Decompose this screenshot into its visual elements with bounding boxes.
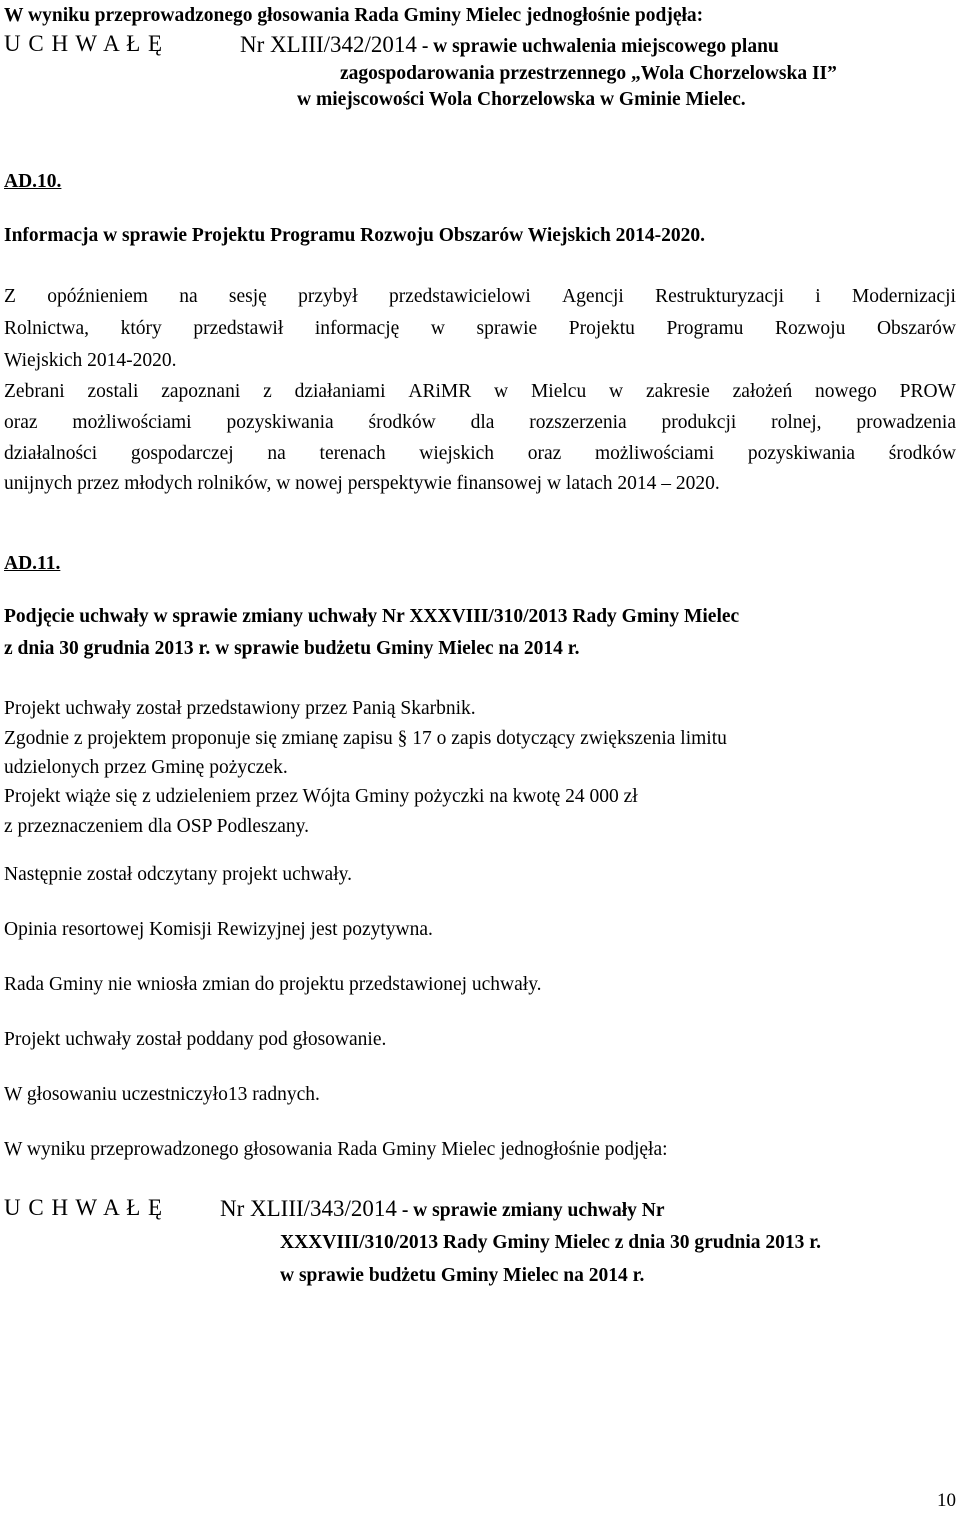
resolution-2-number: [220, 1197, 665, 1223]
page-number: 10: [937, 1490, 956, 1511]
word: Mielcu: [530, 381, 587, 402]
word: w: [494, 381, 509, 402]
resolution-1-line1: - w sprawie uchwalenia miejscowego planu: [421, 36, 779, 57]
word: sprawie: [476, 318, 538, 339]
ad11-text-3: udzielonych przez Gminę pożyczek.: [4, 757, 288, 778]
resolution-2-line2: XXXVIII/310/2013 Rady Gminy Mielec z dnia 30 grudnia 2013 r.: [280, 1232, 821, 1253]
word: rolnej,: [771, 412, 822, 433]
resolution-1-nr: Nr XLIII/342/2014: [240, 32, 417, 57]
word: Z: [4, 286, 16, 307]
word: Restrukturyzacji: [655, 286, 784, 307]
resolution-1-label: U C H W A Ł Ę: [4, 31, 164, 56]
word: przedstawił: [193, 318, 284, 339]
ad11-title-line2: z dnia 30 grudnia 2013 r. w sprawie budżetu Gminy Mielec na 2014 r.: [4, 638, 580, 659]
word: możliwościami: [594, 443, 715, 464]
word: prowadzenia: [856, 412, 956, 433]
word: z: [263, 381, 272, 402]
intro-voting-1: W wyniku przeprowadzonego głosowania Rada Gminy Mielec jednogłośnie podjęła:: [4, 5, 704, 26]
ad11-label: AD.11.: [4, 553, 61, 574]
word: wiejskich: [419, 443, 495, 464]
word: produkcji: [661, 412, 737, 433]
word: oraz: [527, 443, 562, 464]
ad11-text-7: Opinia resortowej Komisji Rewizyjnej jest pozytywna.: [4, 919, 433, 940]
word: środków: [368, 412, 436, 433]
word: który: [120, 318, 162, 339]
word: opóźnieniem: [47, 286, 148, 307]
ad11-text-11: W wyniku przeprowadzonego głosowania Rada Gminy Mielec jednogłośnie podjęła:: [4, 1139, 668, 1160]
resolution-1-line2: zagospodarowania przestrzennego „Wola Chorzelowska II”: [340, 63, 837, 84]
word: Zebrani: [4, 381, 65, 402]
ad11-text-6: Następnie został odczytany projekt uchwały.: [4, 864, 352, 885]
word: terenach: [319, 443, 386, 464]
word: przybył: [298, 286, 358, 307]
resolution-1-number: [240, 33, 779, 59]
word: ARiMR: [408, 381, 472, 402]
ad11-text-4: Projekt wiąże się z udzieleniem przez Wójta Gminy pożyczki na kwotę 24 000 zł: [4, 786, 638, 807]
word: gospodarczej: [130, 443, 234, 464]
word: na: [267, 443, 286, 464]
word: zakresie: [645, 381, 710, 402]
word: sesję: [228, 286, 267, 307]
word: dla: [470, 412, 495, 433]
ad11-text-10: W głosowaniu uczestniczyło13 radnych.: [4, 1084, 320, 1105]
ad11-text-9: Projekt uchwały został poddany pod głosowanie.: [4, 1029, 387, 1050]
ad10-label: AD.10.: [4, 171, 62, 192]
word: Modernizacji: [851, 286, 956, 307]
word: Rolnictwa,: [4, 318, 90, 339]
word: w: [609, 381, 624, 402]
resolution-2-nr: Nr XLIII/343/2014: [220, 1196, 397, 1221]
resolution-2-label: U C H W A Ł Ę: [4, 1195, 164, 1220]
word: PROW: [899, 381, 956, 402]
word: możliwościami: [72, 412, 192, 433]
ad10-para2-line2: [4, 411, 956, 435]
ad10-title: Informacja w sprawie Projektu Programu Rozwoju Obszarów Wiejskich 2014-2020.: [4, 225, 706, 246]
ad10-para1-line2: [4, 317, 956, 341]
word: Programu: [666, 318, 744, 339]
word: działaniami: [294, 381, 386, 402]
ad10-para2-line3: [4, 442, 956, 466]
word: i: [815, 286, 821, 307]
ad11-title-line1: Podjęcie uchwały w sprawie zmiany uchwały Nr XXXVIII/310/2013 Rady Gminy Mielec: [4, 606, 740, 627]
resolution-2-line3: w sprawie budżetu Gminy Mielec na 2014 r.: [280, 1265, 645, 1286]
word: Projektu: [568, 318, 635, 339]
word: rozszerzenia: [529, 412, 627, 433]
word: nowego: [815, 381, 877, 402]
word: pozyskiwania: [747, 443, 856, 464]
word: Obszarów: [876, 318, 956, 339]
word: przedstawicielowi: [388, 286, 531, 307]
ad10-para2-line1: [4, 380, 956, 404]
ad11-text-1: Projekt uchwały został przedstawiony przez Panią Skarbnik.: [4, 698, 476, 719]
word: środków: [888, 443, 956, 464]
word: na: [179, 286, 198, 307]
ad11-text-2: Zgodnie z projektem proponuje się zmianę zapisu § 17 o zapis dotyczący zwiększenia limitu: [4, 728, 727, 749]
word: oraz: [4, 412, 38, 433]
resolution-1-line3: w miejscowości Wola Chorzelowska w Gminie Mielec.: [297, 89, 746, 110]
word: pozyskiwania: [226, 412, 334, 433]
resolution-2-line1: - w sprawie zmiany uchwały Nr: [401, 1200, 665, 1221]
ad10-para1-line1: [4, 285, 956, 309]
word: zapoznani: [161, 381, 241, 402]
word: Agencji: [562, 286, 624, 307]
word: Rozwoju: [774, 318, 846, 339]
word: informację: [314, 318, 400, 339]
ad11-text-5: z przeznaczeniem dla OSP Podleszany.: [4, 816, 310, 837]
ad10-para1-line3: Wiejskich 2014-2020.: [4, 350, 177, 371]
ad10-para2-line4: unijnych przez młodych rolników, w nowej perspektywie finansowej w latach 2014 – 2020.: [4, 473, 720, 494]
word: zostali: [87, 381, 139, 402]
ad11-text-8: Rada Gminy nie wniosła zmian do projektu przedstawionej uchwały.: [4, 974, 542, 995]
word: w: [430, 318, 445, 339]
word: założeń: [732, 381, 793, 402]
word: działalności: [4, 443, 98, 464]
